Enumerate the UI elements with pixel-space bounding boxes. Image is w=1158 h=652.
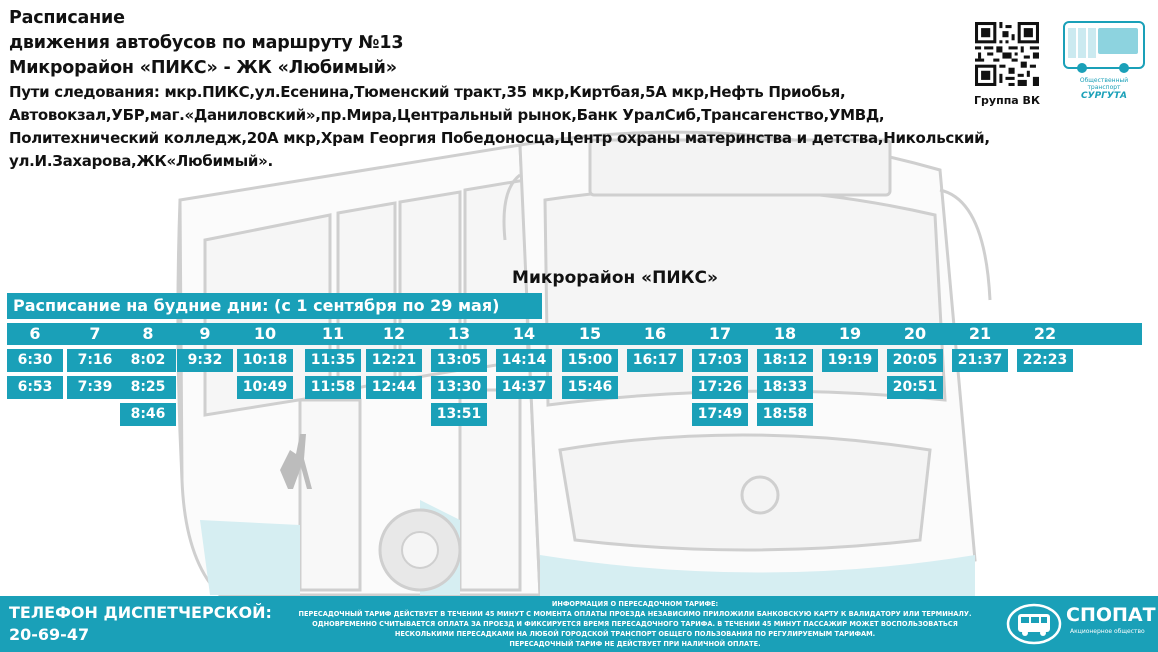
departure-time: 19:19 (822, 349, 878, 372)
departure-time: 15:46 (562, 376, 618, 399)
departure-time: 18:12 (757, 349, 813, 372)
title-line-3: Микрорайон «ПИКС» - ЖК «Любимый» (9, 58, 397, 78)
departure-time: 6:30 (7, 349, 63, 372)
departure-time: 21:37 (952, 349, 1008, 372)
hours-bar (7, 323, 1142, 345)
departure-time: 10:49 (237, 376, 293, 399)
hour-label: 6 (29, 324, 41, 343)
dispatcher-phone-number[interactable]: 20-69-47 (9, 625, 90, 644)
hour-label: 14 (512, 324, 536, 343)
hour-label: 15 (578, 324, 602, 343)
departure-time: 22:23 (1017, 349, 1073, 372)
transport-logo (1058, 16, 1150, 100)
info-line: НЕСКОЛЬКИМИ ПЕРЕСАДКАМИ НА ЛЮБОЙ ГОРОДСКОЙ ТРАНСПОРТ ОБЩЕГО ПОЛЬЗОВАНИЯ ПО РЕГУЛИРУЕМЫМ ТАРИФАМ. (394, 630, 876, 638)
departure-time: 9:32 (177, 349, 233, 372)
departure-time: 11:35 (305, 349, 361, 372)
logo-line-3: СУРГУТА (1081, 91, 1127, 100)
departure-time: 12:21 (366, 349, 422, 372)
header (9, 6, 1059, 173)
qr-label: Группа ВК (974, 94, 1040, 107)
hour-label: 22 (1033, 324, 1057, 343)
logo-line-1: Общественный (1079, 77, 1129, 84)
departure-time: 10:18 (237, 349, 293, 372)
transfer-tariff-info (280, 599, 990, 649)
title-line-1: Расписание (9, 8, 125, 28)
hour-label: 12 (382, 324, 406, 343)
hour-label: 13 (447, 324, 471, 343)
schedule-title: Расписание на будние дни: (с 1 сентября по 29 мая) (7, 293, 542, 319)
dispatcher-phone-label: ТЕЛЕФОН ДИСПЕТЧЕРСКОЙ: (9, 603, 272, 622)
departure-time: 11:58 (305, 376, 361, 399)
departure-time: 12:44 (366, 376, 422, 399)
departure-time: 20:51 (887, 376, 943, 399)
departure-time: 20:05 (887, 349, 943, 372)
logo-line-2: транспорт (1087, 84, 1121, 91)
footer (0, 596, 1158, 652)
departure-time: 18:58 (757, 403, 813, 426)
stop-title: Микрорайон «ПИКС» (512, 268, 718, 288)
departure-time: 6:53 (7, 376, 63, 399)
hour-label: 18 (773, 324, 797, 343)
departure-time: 8:25 (120, 376, 176, 399)
departure-time: 7:39 (67, 376, 123, 399)
hour-label: 17 (708, 324, 732, 343)
hour-label: 11 (321, 324, 345, 343)
company-subtitle: Акционерное общество (1070, 628, 1145, 635)
departure-time: 15:00 (562, 349, 618, 372)
hour-label: 21 (968, 324, 992, 343)
departure-time: 8:02 (120, 349, 176, 372)
departure-time: 17:03 (692, 349, 748, 372)
spopat-logo (1004, 600, 1154, 648)
info-line: ПЕРЕСАДОЧНЫЙ ТАРИФ ДЕЙСТВУЕТ В ТЕЧЕНИИ 45 МИНУТ С МОМЕНТА ОПЛАТЫ ПРОЕЗДА НЕЗАВИСИМО ПРИЛОЖИЛИ БАНКОВСКУЮ КАРТУ К ВАЛИДАТОРУ ИЛИ ТЕРМИНАЛУ. (298, 610, 972, 618)
departure-time: 8:46 (120, 403, 176, 426)
info-line: ОДНОВРЕМЕННО СЧИТЫВАЕТСЯ ОПЛАТА ЗА ПРОЕЗД И ФИКСИРУЕТСЯ ВРЕМЯ ПЕРЕСАДОЧНОГО ТАРИФА. В ТЕЧЕНИИ 45 МИНУТ ПАССАЖИР МОЖЕТ ВОСПОЛЬЗОВАТЬСЯ (312, 620, 958, 628)
hour-label: 7 (89, 324, 101, 343)
departure-time: 14:37 (496, 376, 552, 399)
departure-time: 13:05 (431, 349, 487, 372)
route-path-line: Политехнический колледж,20А мкр,Храм Георгия Победоносца,Центр охраны материнства и детства,Никольский, (9, 129, 990, 147)
bus-logo-icon (1006, 602, 1062, 646)
route-path-line: ул.И.Захарова,ЖК«Любимый». (9, 152, 273, 170)
departure-time: 17:49 (692, 403, 748, 426)
info-line: ПЕРЕСАДОЧНЫЙ ТАРИФ НЕ ДЕЙСТВУЕТ ПРИ НАЛИЧНОЙ ОПЛАТЕ. (509, 640, 761, 648)
hour-label: 8 (142, 324, 154, 343)
departure-time: 13:51 (431, 403, 487, 426)
departure-time: 13:30 (431, 376, 487, 399)
company-name: СПОПАТ (1066, 604, 1156, 626)
title-line-2: движения автобусов по маршруту №13 (9, 33, 404, 53)
hour-label: 20 (903, 324, 927, 343)
hour-label: 16 (643, 324, 667, 343)
departure-time: 7:16 (67, 349, 123, 372)
hour-label: 10 (253, 324, 277, 343)
hour-label: 19 (838, 324, 862, 343)
departure-time: 18:33 (757, 376, 813, 399)
departure-time: 16:17 (627, 349, 683, 372)
route-path-line: Пути следования: мкр.ПИКС,ул.Есенина,Тюменский тракт,35 мкр,Киртбая,5А мкр,Нефть Приобья, (9, 83, 846, 101)
route-path-line: Автовокзал,УБР,маг.«Даниловский»,пр.Мира,Центральный рынок,Банк УралСиб,Трансагенство,УМВД, (9, 106, 885, 124)
info-line: ИНФОРМАЦИЯ О ПЕРЕСАДОЧНОМ ТАРИФЕ: (551, 600, 719, 608)
hour-label: 9 (199, 324, 211, 343)
departure-time: 17:26 (692, 376, 748, 399)
qr-code-icon[interactable] (975, 22, 1039, 86)
departure-time: 14:14 (496, 349, 552, 372)
